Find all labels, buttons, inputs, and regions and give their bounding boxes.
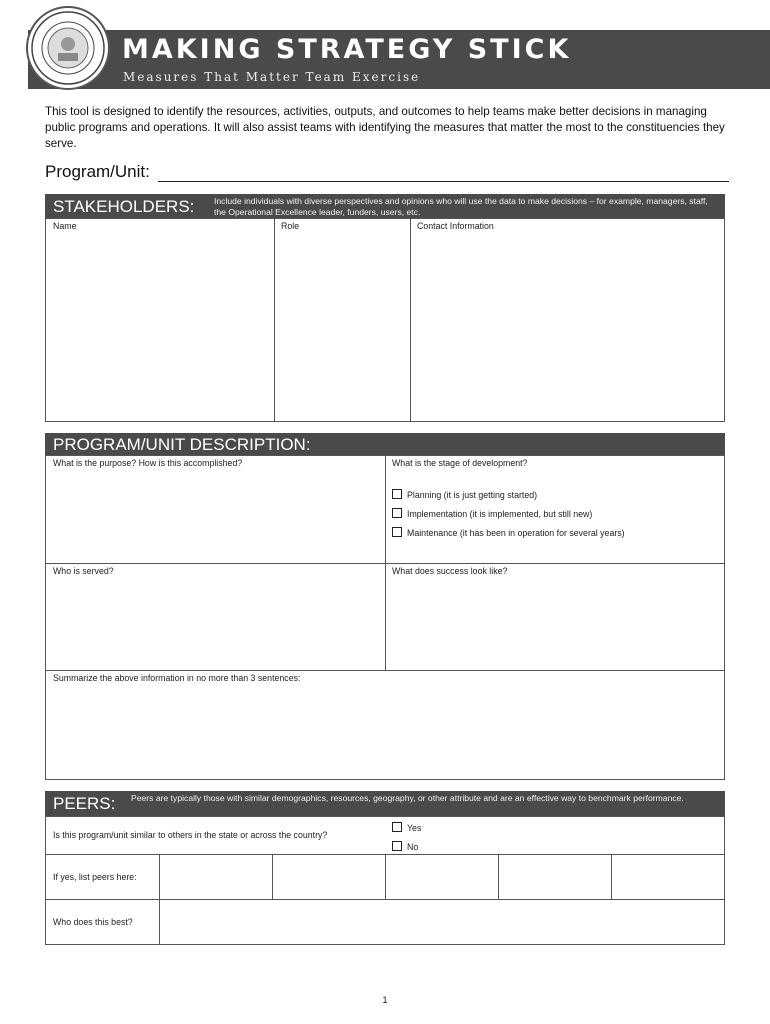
peers-note: Peers are typically those with similar demographics, resources, geography, or other attribute and are an effective way to benchmark performance. xyxy=(131,793,684,803)
peers-list-label: If yes, list peers here: xyxy=(53,872,137,882)
intro-paragraph: This tool is designed to identify the resources, activities, outputs, and outcomes to help teams make better decisions in managing public programs and operations. It will also assist teams with identifying the measures that matter the most to the constituencies they serve. xyxy=(45,105,725,150)
planning-checkbox[interactable] xyxy=(392,489,402,499)
state-seal-icon xyxy=(26,6,110,90)
similar-question-label: Is this program/unit similar to others in the state or across the country? xyxy=(53,830,328,840)
stakeholders-name-header: Name xyxy=(53,221,77,231)
peers-divider xyxy=(272,854,273,899)
description-bar xyxy=(45,433,725,455)
served-label: Who is served? xyxy=(53,566,114,576)
implementation-checkbox[interactable] xyxy=(392,508,402,518)
implementation-label: Implementation (it is implemented, but still new) xyxy=(407,509,593,519)
description-divider xyxy=(45,563,725,564)
stakeholders-bar xyxy=(45,194,725,218)
peers-bar xyxy=(45,791,725,816)
purpose-label: What is the purpose? How is this accomplished? xyxy=(53,458,243,468)
stakeholders-divider xyxy=(274,218,275,422)
stage-label: What is the stage of development? xyxy=(392,458,528,468)
stakeholders-table xyxy=(45,218,725,422)
summarize-label: Summarize the above information in no more than 3 sentences: xyxy=(53,673,301,683)
description-divider xyxy=(45,670,725,671)
yes-label: Yes xyxy=(407,823,422,833)
stakeholders-divider xyxy=(410,218,411,422)
success-label: What does success look like? xyxy=(392,566,508,576)
peers-divider xyxy=(45,899,725,900)
description-heading: PROGRAM/UNIT DESCRIPTION: xyxy=(53,435,311,454)
stakeholders-heading: STAKEHOLDERS: xyxy=(53,197,195,216)
document-subtitle: Measures That Matter Team Exercise xyxy=(123,70,421,84)
maintenance-label: Maintenance (it has been in operation for several years) xyxy=(407,528,625,538)
peers-divider xyxy=(498,854,499,899)
no-label: No xyxy=(407,842,419,852)
program-unit-field[interactable] xyxy=(158,165,729,182)
page-number: 1 xyxy=(382,995,388,1005)
yes-checkbox[interactable] xyxy=(392,822,402,832)
program-unit-label: Program/Unit: xyxy=(45,162,150,181)
peers-best-label: Who does this best? xyxy=(53,917,133,927)
maintenance-checkbox[interactable] xyxy=(392,527,402,537)
stakeholders-contact-header: Contact Information xyxy=(417,221,494,231)
stakeholders-note: Include individuals with diverse perspectives and opinions who will use the data to make decisions – for example, managers, staff, the Operational Excellence leader, funders, users, etc. xyxy=(214,196,708,217)
no-checkbox[interactable] xyxy=(392,841,402,851)
peers-divider xyxy=(159,854,160,945)
peers-divider xyxy=(385,854,386,899)
stakeholders-role-header: Role xyxy=(281,221,300,231)
program-unit-line xyxy=(45,162,729,182)
planning-label: Planning (it is just getting started) xyxy=(407,490,538,500)
header-banner xyxy=(28,30,770,89)
peers-divider xyxy=(611,854,612,899)
peers-heading: PEERS: xyxy=(53,794,116,813)
document-title: MAKING STRATEGY STICK xyxy=(122,34,572,65)
